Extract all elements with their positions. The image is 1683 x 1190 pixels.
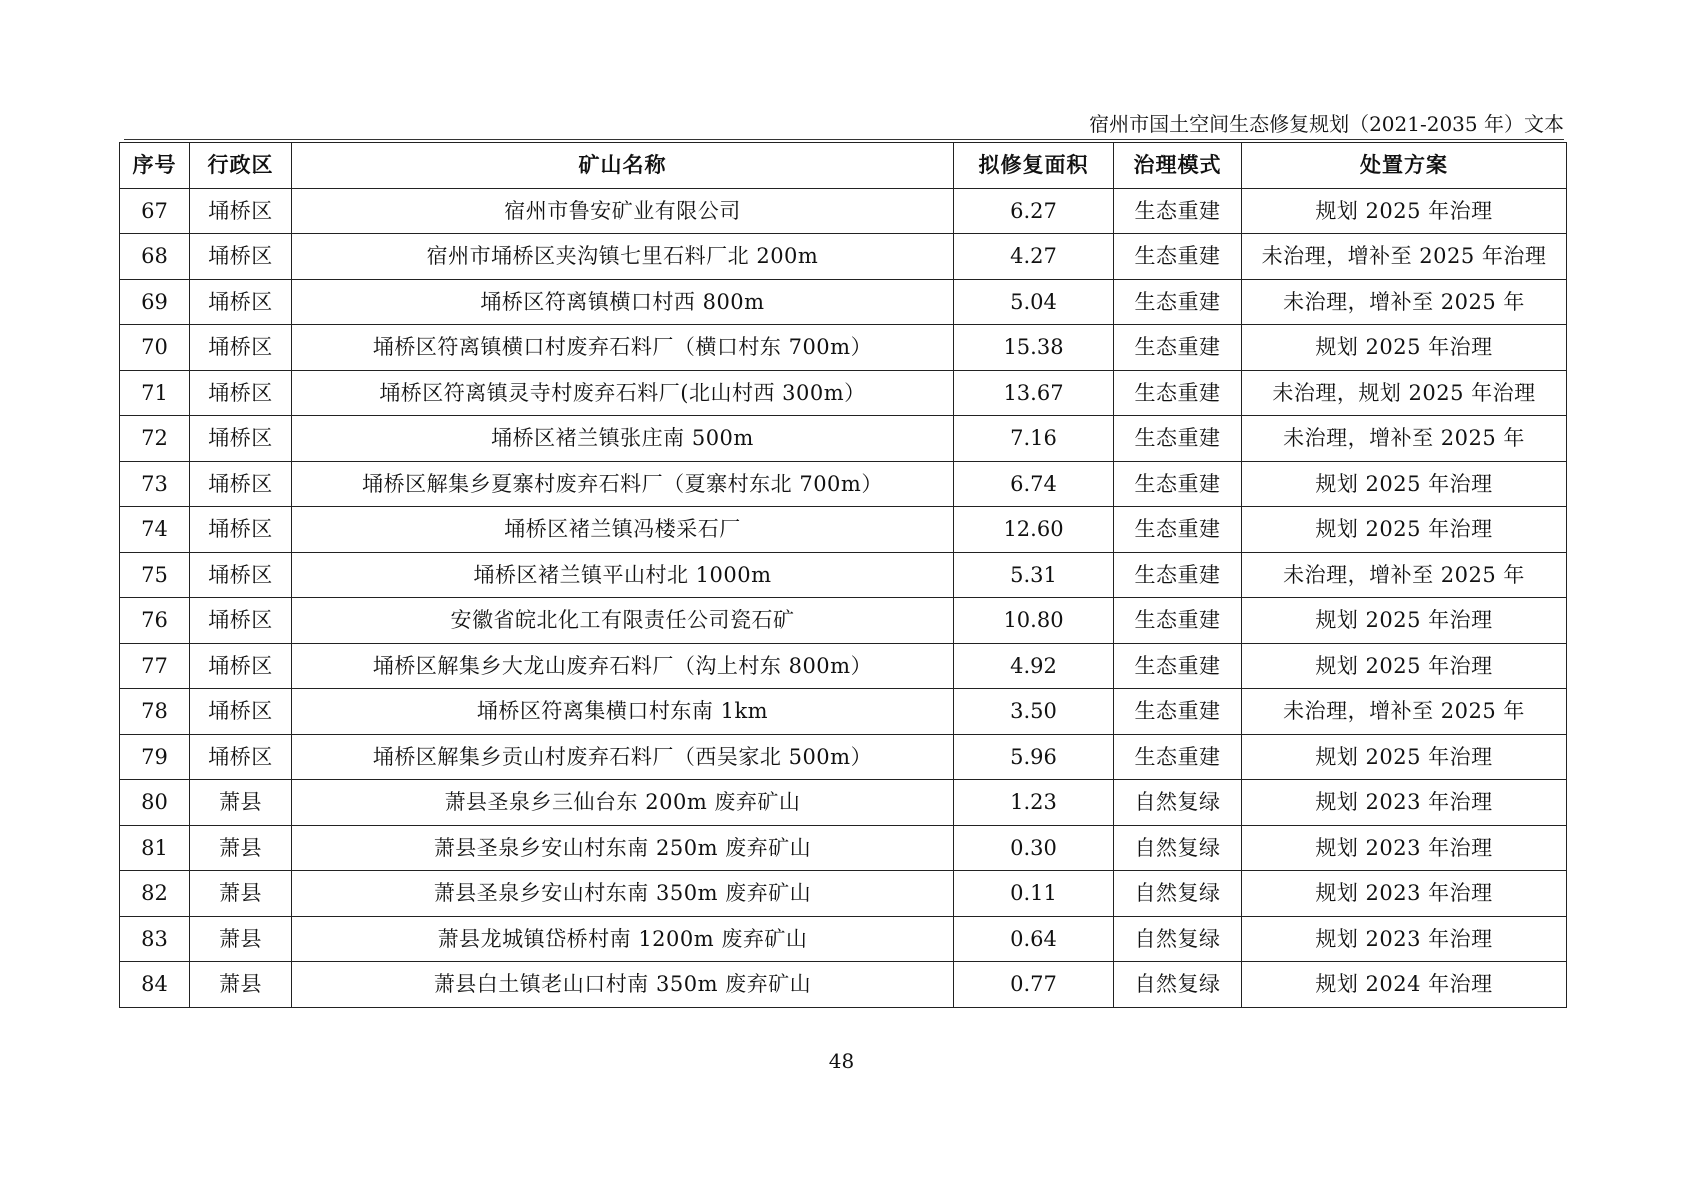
column-header-plan: 处置方案 [1242, 143, 1567, 189]
cell-index: 73 [120, 461, 190, 507]
cell-mode: 生态重建 [1114, 279, 1242, 325]
cell-mine-name: 萧县圣泉乡三仙台东 200m 废弃矿山 [292, 780, 954, 826]
table-row [120, 643, 1567, 689]
cell-index: 74 [120, 507, 190, 553]
table-row [120, 461, 1567, 507]
cell-mine-name: 安徽省皖北化工有限责任公司瓷石矿 [292, 598, 954, 644]
cell-index: 84 [120, 962, 190, 1008]
cell-mode: 生态重建 [1114, 552, 1242, 598]
cell-mine-name: 埇桥区符离集横口村东南 1km [292, 689, 954, 735]
cell-mode: 生态重建 [1114, 461, 1242, 507]
cell-mine-name: 埇桥区褚兰镇张庄南 500m [292, 416, 954, 462]
table-row [120, 188, 1567, 234]
cell-mode: 自然复绿 [1114, 825, 1242, 871]
cell-district: 埇桥区 [190, 643, 292, 689]
cell-mine-name: 萧县圣泉乡安山村东南 350m 废弃矿山 [292, 871, 954, 917]
cell-index: 76 [120, 598, 190, 644]
cell-district: 埇桥区 [190, 507, 292, 553]
cell-district: 埇桥区 [190, 461, 292, 507]
cell-plan: 规划 2025 年治理 [1242, 325, 1567, 371]
cell-index: 75 [120, 552, 190, 598]
cell-mode: 生态重建 [1114, 416, 1242, 462]
cell-area: 5.31 [954, 552, 1114, 598]
cell-index: 83 [120, 916, 190, 962]
cell-plan: 规划 2025 年治理 [1242, 461, 1567, 507]
cell-area: 3.50 [954, 689, 1114, 735]
cell-plan: 规划 2023 年治理 [1242, 825, 1567, 871]
table-row [120, 825, 1567, 871]
cell-plan: 规划 2023 年治理 [1242, 871, 1567, 917]
table-row [120, 234, 1567, 280]
cell-mine-name: 萧县圣泉乡安山村东南 250m 废弃矿山 [292, 825, 954, 871]
cell-mine-name: 埇桥区解集乡夏寨村废弃石料厂（夏寨村东北 700m） [292, 461, 954, 507]
table-row [120, 279, 1567, 325]
column-header-mine-name: 矿山名称 [292, 143, 954, 189]
cell-mode: 生态重建 [1114, 689, 1242, 735]
cell-area: 12.60 [954, 507, 1114, 553]
cell-plan: 规划 2025 年治理 [1242, 598, 1567, 644]
cell-mode: 自然复绿 [1114, 871, 1242, 917]
cell-district: 埇桥区 [190, 370, 292, 416]
table-row [120, 370, 1567, 416]
cell-plan: 规划 2025 年治理 [1242, 643, 1567, 689]
cell-index: 69 [120, 279, 190, 325]
cell-district: 埇桥区 [190, 234, 292, 280]
cell-district: 埇桥区 [190, 188, 292, 234]
cell-area: 15.38 [954, 325, 1114, 371]
cell-plan: 未治理，增补至 2025 年 [1242, 552, 1567, 598]
column-header-mode: 治理模式 [1114, 143, 1242, 189]
cell-plan: 规划 2025 年治理 [1242, 734, 1567, 780]
cell-mine-name: 萧县白土镇老山口村南 350m 废弃矿山 [292, 962, 954, 1008]
cell-index: 80 [120, 780, 190, 826]
cell-area: 10.80 [954, 598, 1114, 644]
cell-plan: 规划 2023 年治理 [1242, 916, 1567, 962]
cell-plan: 规划 2024 年治理 [1242, 962, 1567, 1008]
cell-area: 6.74 [954, 461, 1114, 507]
cell-index: 67 [120, 188, 190, 234]
cell-district: 埇桥区 [190, 689, 292, 735]
cell-district: 萧县 [190, 825, 292, 871]
table-row [120, 962, 1567, 1008]
table-row [120, 916, 1567, 962]
table-row [120, 780, 1567, 826]
cell-area: 4.92 [954, 643, 1114, 689]
page-number: 48 [828, 1049, 855, 1073]
cell-mine-name: 宿州市鲁安矿业有限公司 [292, 188, 954, 234]
column-header-district: 行政区 [190, 143, 292, 189]
cell-mode: 生态重建 [1114, 643, 1242, 689]
cell-area: 4.27 [954, 234, 1114, 280]
table-row [120, 325, 1567, 371]
table-row [120, 416, 1567, 462]
cell-area: 5.96 [954, 734, 1114, 780]
column-header-area: 拟修复面积 [954, 143, 1114, 189]
cell-mine-name: 埇桥区解集乡大龙山废弃石料厂（沟上村东 800m） [292, 643, 954, 689]
cell-mode: 自然复绿 [1114, 962, 1242, 1008]
cell-area: 0.11 [954, 871, 1114, 917]
cell-area: 13.67 [954, 370, 1114, 416]
table-row [120, 552, 1567, 598]
table-row [120, 689, 1567, 735]
cell-area: 0.30 [954, 825, 1114, 871]
cell-district: 萧县 [190, 780, 292, 826]
cell-mode: 生态重建 [1114, 370, 1242, 416]
cell-mode: 生态重建 [1114, 734, 1242, 780]
cell-area: 5.04 [954, 279, 1114, 325]
cell-mode: 生态重建 [1114, 507, 1242, 553]
cell-plan: 未治理，规划 2025 年治理 [1242, 370, 1567, 416]
table-row [120, 734, 1567, 780]
cell-area: 1.23 [954, 780, 1114, 826]
cell-plan: 未治理，增补至 2025 年 [1242, 689, 1567, 735]
cell-area: 7.16 [954, 416, 1114, 462]
cell-district: 萧县 [190, 916, 292, 962]
cell-index: 81 [120, 825, 190, 871]
cell-index: 82 [120, 871, 190, 917]
cell-plan: 未治理，增补至 2025 年治理 [1242, 234, 1567, 280]
table-body [120, 188, 1567, 1007]
cell-mode: 生态重建 [1114, 325, 1242, 371]
cell-mine-name: 埇桥区褚兰镇冯楼采石厂 [292, 507, 954, 553]
cell-district: 萧县 [190, 962, 292, 1008]
cell-mine-name: 埇桥区符离镇横口村废弃石料厂（横口村东 700m） [292, 325, 954, 371]
cell-index: 71 [120, 370, 190, 416]
mine-restoration-table [119, 142, 1567, 1008]
cell-district: 埇桥区 [190, 279, 292, 325]
cell-mine-name: 宿州市埇桥区夹沟镇七里石料厂北 200m [292, 234, 954, 280]
cell-mine-name: 埇桥区解集乡贡山村废弃石料厂（西吴家北 500m） [292, 734, 954, 780]
cell-mine-name: 埇桥区褚兰镇平山村北 1000m [292, 552, 954, 598]
running-header: 宿州市国土空间生态修复规划（2021-2035 年）文本 [124, 108, 1564, 140]
cell-area: 6.27 [954, 188, 1114, 234]
table-row [120, 507, 1567, 553]
column-header-index: 序号 [120, 143, 190, 189]
cell-area: 0.64 [954, 916, 1114, 962]
cell-plan: 未治理，增补至 2025 年 [1242, 416, 1567, 462]
cell-mode: 自然复绿 [1114, 780, 1242, 826]
cell-index: 68 [120, 234, 190, 280]
cell-district: 萧县 [190, 871, 292, 917]
cell-mode: 生态重建 [1114, 188, 1242, 234]
cell-mine-name: 萧县龙城镇岱桥村南 1200m 废弃矿山 [292, 916, 954, 962]
table-row [120, 871, 1567, 917]
cell-district: 埇桥区 [190, 325, 292, 371]
cell-mode: 生态重建 [1114, 598, 1242, 644]
cell-mine-name: 埇桥区符离镇灵寺村废弃石料厂(北山村西 300m） [292, 370, 954, 416]
cell-district: 埇桥区 [190, 734, 292, 780]
cell-district: 埇桥区 [190, 552, 292, 598]
cell-index: 70 [120, 325, 190, 371]
cell-mine-name: 埇桥区符离镇横口村西 800m [292, 279, 954, 325]
table-header-row [120, 143, 1567, 189]
cell-plan: 未治理，增补至 2025 年 [1242, 279, 1567, 325]
cell-area: 0.77 [954, 962, 1114, 1008]
cell-plan: 规划 2025 年治理 [1242, 188, 1567, 234]
table-row [120, 598, 1567, 644]
cell-mode: 生态重建 [1114, 234, 1242, 280]
cell-index: 78 [120, 689, 190, 735]
cell-index: 77 [120, 643, 190, 689]
cell-district: 埇桥区 [190, 598, 292, 644]
cell-plan: 规划 2025 年治理 [1242, 507, 1567, 553]
cell-district: 埇桥区 [190, 416, 292, 462]
cell-mode: 自然复绿 [1114, 916, 1242, 962]
cell-index: 79 [120, 734, 190, 780]
cell-plan: 规划 2023 年治理 [1242, 780, 1567, 826]
cell-index: 72 [120, 416, 190, 462]
